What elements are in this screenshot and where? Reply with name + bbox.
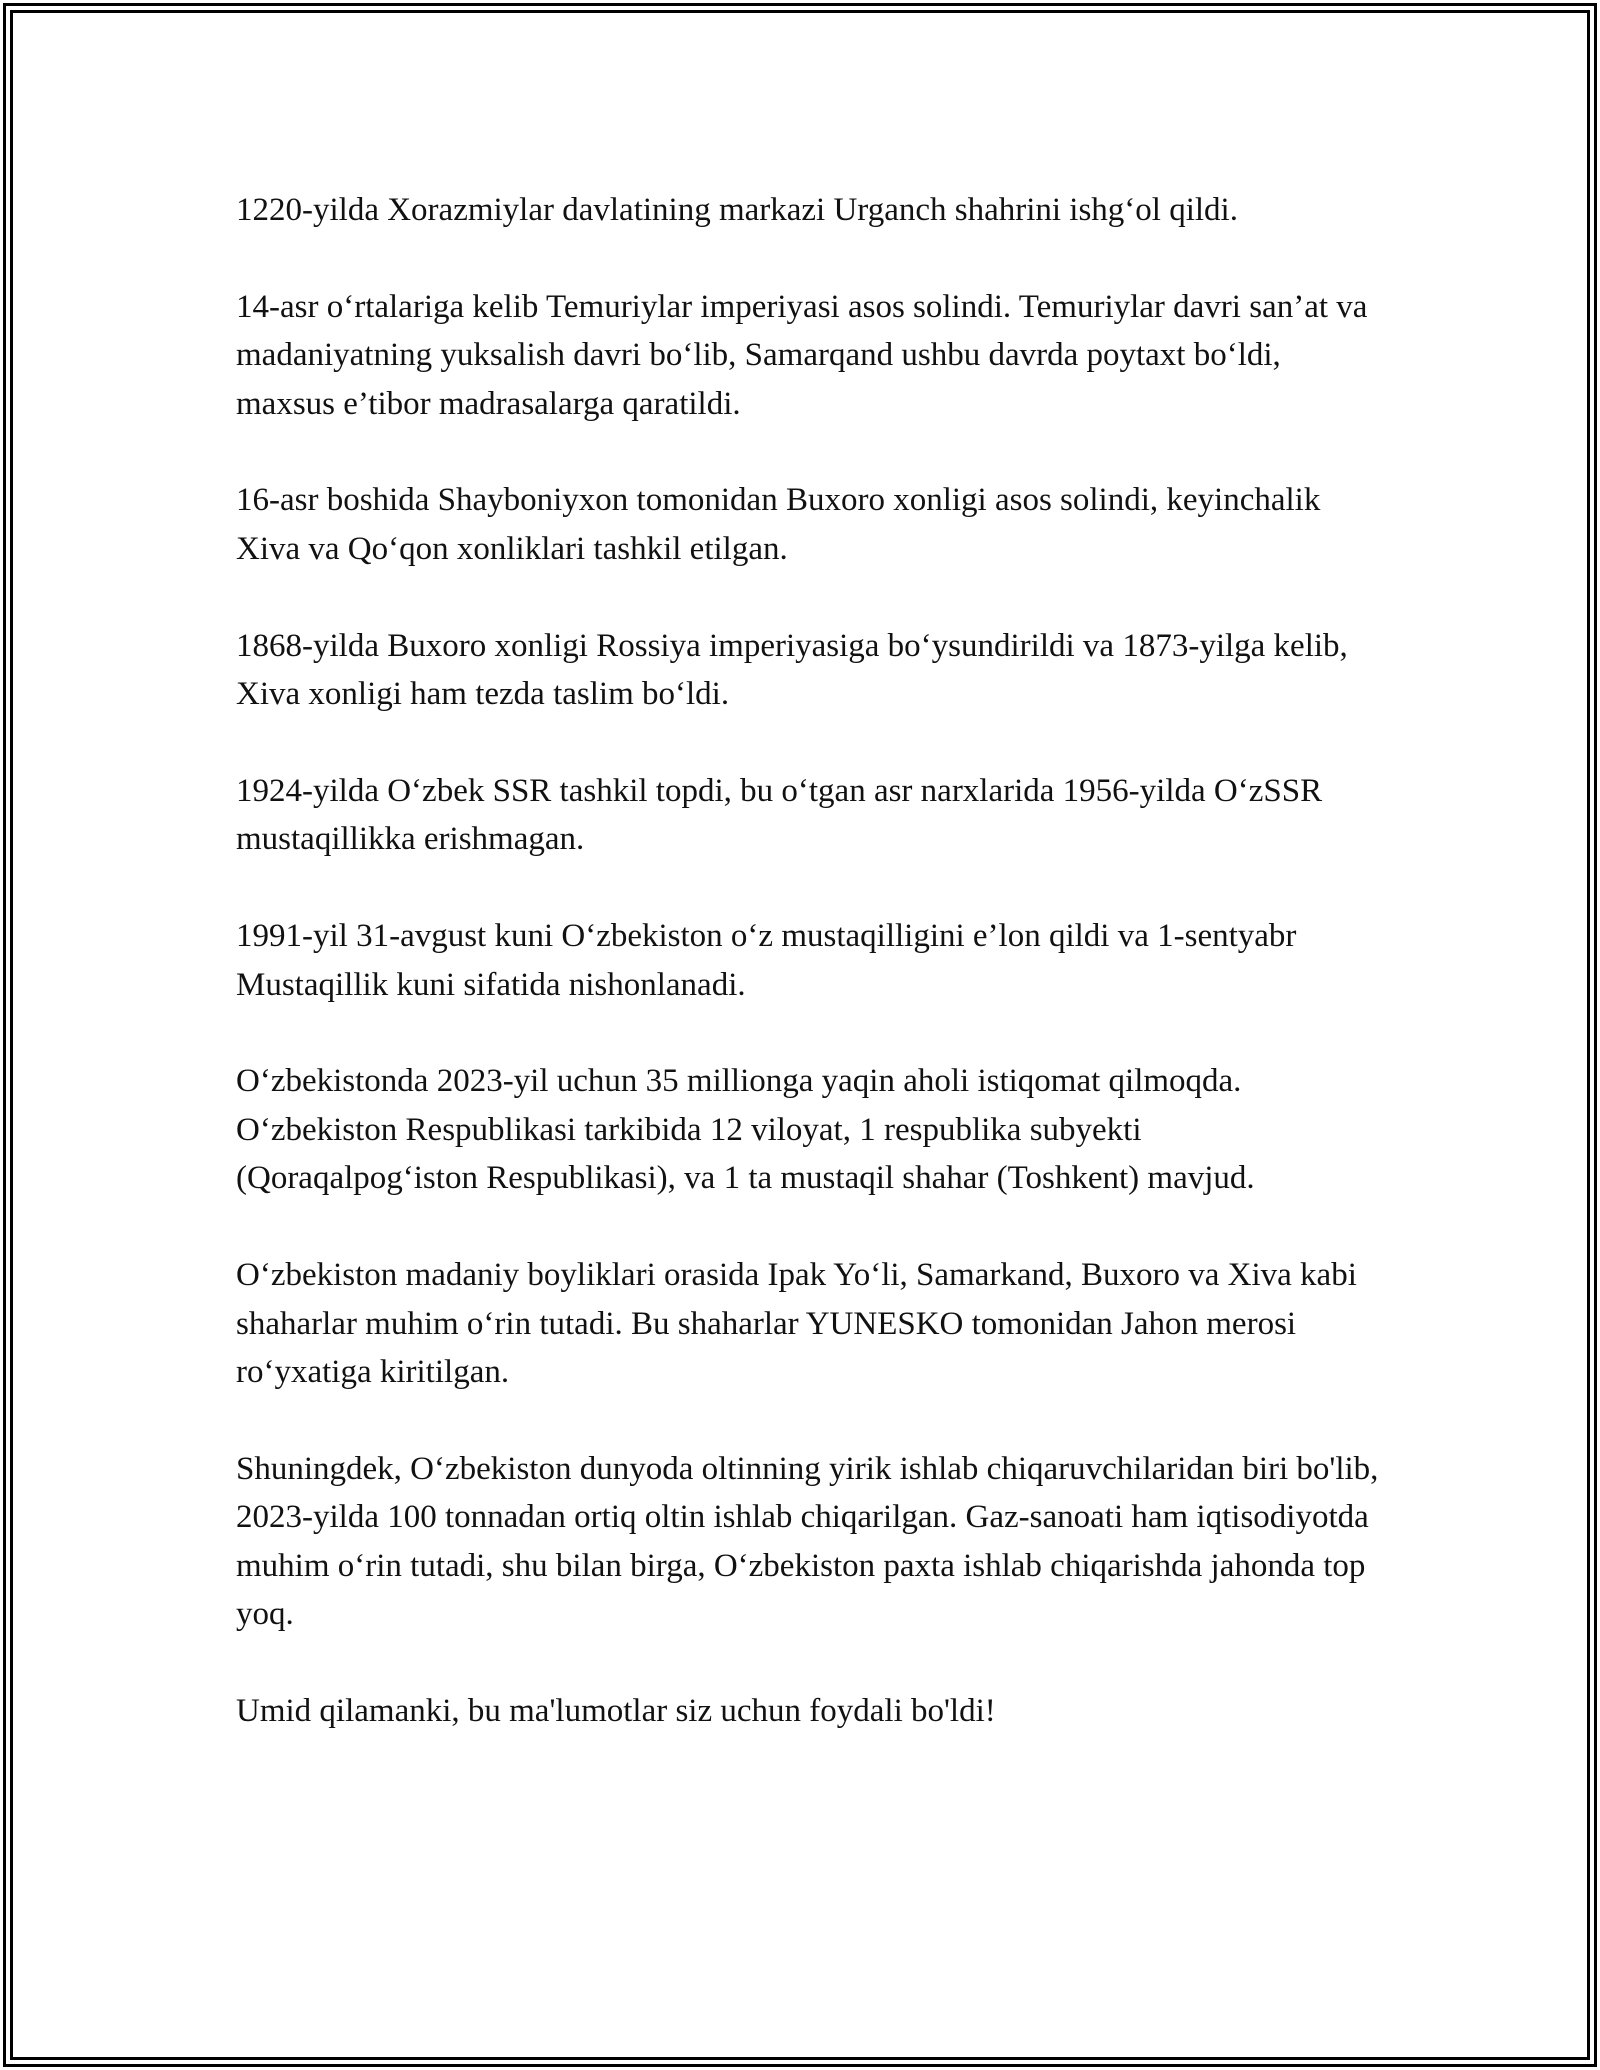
- paragraph-russian-empire: 1868-yilda Buxoro xonligi Rossiya imperiyasiga bo‘ysundirildi va 1873-yilga kelib, Xiva xonligi ham tezda taslim bo‘ldi.: [236, 627, 1348, 713]
- paragraph-timurid-empire: 14-asr o‘rtalariga kelib Temuriylar imperiyasi asos solindi. Temuriylar davri san’at va madaniyatning yuksalish davri bo‘lib, Samarqand ushbu davrda poytaxt bo‘ldi, maxsus e’tibor madrasalarga qaratildi.: [236, 288, 1368, 422]
- paragraph-bukhara-khanate: 16-asr boshida Shayboniyxon tomonidan Buxoro xonligi asos solindi, keyinchalik Xiva va Qo‘qon xonliklari tashkil etilgan.: [236, 482, 1321, 567]
- paragraph-economy: Shuningdek, O‘zbekiston dunyoda oltinning yirik ishlab chiqaruvchilaridan biri bo'lib, 2023-yilda 100 tonnadan ortiq oltin ishlab chiqarilgan. Gaz-sanoati ham iqtisodiyotda muhim o‘rin tutadi, shu bilan birga, O‘zbekiston paxta ishlab chiqarishda jahonda top yoq.: [236, 1450, 1379, 1633]
- paragraph-urgench-conquest: 1220-yilda Xorazmiylar davlatining markazi Urganch shahrini ishg‘ol qildi.: [236, 192, 1238, 228]
- paragraph-closing: Umid qilamanki, bu ma'lumotlar siz uchun foydali bo'ldi!: [236, 1693, 996, 1730]
- paragraph-population: O‘zbekistonda 2023-yil uchun 35 millionga yaqin aholi istiqomat qilmoqda. O‘zbekiston Respublikasi tarkibida 12 viloyat, 1 respublika subyekti (Qoraqalpog‘iston Respublikasi), va 1 ta mustaqil shahar (Toshkent) mavjud.: [236, 1063, 1255, 1197]
- document-body: [236, 186, 1386, 1784]
- paragraph-independence: 1991-yil 31-avgust kuni O‘zbekiston o‘z mustaqilligini e’lon qildi va 1-sentyabr Mustaqillik kuni sifatida nishonlanadi.: [236, 917, 1297, 1003]
- paragraph-cultural-heritage: O‘zbekiston madaniy boyliklari orasida Ipak Yo‘li, Samarkand, Buxoro va Xiva kabi shaharlar muhim o‘rin tutadi. Bu shaharlar YUNESKO tomonidan Jahon merosi ro‘yxatiga kiritilgan.: [236, 1256, 1357, 1391]
- paragraph-uzbek-ssr: 1924-yilda O‘zbek SSR tashkil topdi, bu o‘tgan asr narxlarida 1956-yilda O‘zSSR mustaqillikka erishmagan.: [236, 772, 1323, 858]
